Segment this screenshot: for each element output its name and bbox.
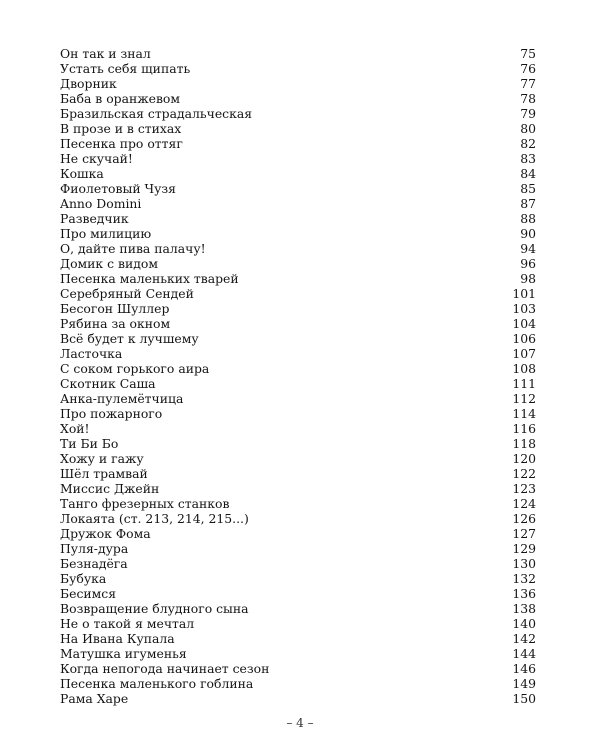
toc-entry-page: 150 [512,691,536,706]
toc-entry [60,481,536,496]
toc-entry-page: 77 [520,76,536,91]
toc-entry-page: 75 [520,46,536,61]
toc-entry-title: Ти Би Бо [60,436,119,451]
toc-entry-page: 101 [512,286,536,301]
toc-entry-page: 82 [520,136,536,151]
toc-entry-page: 83 [520,151,536,166]
toc-entry [60,676,536,691]
toc-entry [60,301,536,316]
toc-entry [60,211,536,226]
toc-entry-page: 79 [520,106,536,121]
toc-entry-page: 132 [512,571,536,586]
toc-entry-page: 127 [512,526,536,541]
toc-entry [60,406,536,421]
table-of-contents [60,46,536,706]
toc-entry-page: 108 [512,361,536,376]
toc-entry-page: 98 [520,271,536,286]
toc-entry [60,451,536,466]
toc-entry-title: Пуля-дура [60,541,129,556]
toc-entry-title: Не о такой я мечтал [60,616,195,631]
toc-entry-page: 146 [512,661,536,676]
toc-entry [60,241,536,256]
toc-entry-title: Бубука [60,571,107,586]
toc-entry-title: Песенка маленького гоблина [60,676,254,691]
page-number: – 4 – [286,716,314,730]
toc-entry [60,121,536,136]
toc-entry [60,196,536,211]
toc-entry-title: Песенка про оттяг [60,136,183,151]
toc-entry-page: 126 [512,511,536,526]
toc-entry-page: 78 [520,91,536,106]
toc-entry-title: С соком горького аира [60,361,210,376]
toc-entry [60,166,536,181]
toc-entry [60,601,536,616]
toc-entry [60,331,536,346]
toc-entry-title: Про пожарного [60,406,163,421]
toc-entry [60,271,536,286]
toc-entry [60,316,536,331]
toc-entry-title: О, дайте пива палачу! [60,241,206,256]
toc-entry-title: Анка-пулемётчица [60,391,184,406]
toc-entry [60,556,536,571]
toc-entry-title: Anno Domini [60,196,142,211]
toc-entry-page: 122 [512,466,536,481]
toc-entry-title: Бесогон Шуллер [60,301,170,316]
toc-entry-title: Бразильская страдальческая [60,106,253,121]
toc-entry-title: Баба в оранжевом [60,91,181,106]
toc-entry-page: 112 [512,391,536,406]
toc-entry-page: 85 [520,181,536,196]
toc-entry [60,511,536,526]
toc-entry-page: 76 [520,61,536,76]
toc-entry-page: 142 [512,631,536,646]
toc-entry [60,46,536,61]
toc-entry-title: Рябина за окном [60,316,171,331]
toc-entry [60,286,536,301]
toc-entry-title: Фиолетовый Чузя [60,181,176,196]
toc-entry-page: 144 [512,646,536,661]
toc-entry [60,586,536,601]
toc-entry-page: 80 [520,121,536,136]
toc-entry [60,421,536,436]
toc-entry-title: Возвращение блудного сына [60,601,249,616]
toc-entry-page: 87 [520,196,536,211]
toc-entry [60,226,536,241]
toc-entry [60,181,536,196]
toc-entry-page: 124 [512,496,536,511]
toc-entry-page: 103 [512,301,536,316]
toc-entry-title: Скотник Саша [60,376,156,391]
toc-entry-title: Про милицию [60,226,152,241]
toc-entry [60,151,536,166]
toc-entry-title: Матушка игуменья [60,646,187,661]
toc-entry-title: Рама Харе [60,691,129,706]
toc-entry-title: Он так и знал [60,46,151,61]
toc-entry-page: 130 [512,556,536,571]
toc-entry [60,376,536,391]
toc-entry [60,61,536,76]
toc-entry-page: 111 [512,376,536,391]
toc-entry-title: Серебряный Сендей [60,286,194,301]
toc-entry [60,571,536,586]
toc-entry [60,631,536,646]
toc-entry-page: 138 [512,601,536,616]
toc-entry-title: Разведчик [60,211,129,226]
toc-entry-title: Хой! [60,421,90,436]
toc-entry [60,646,536,661]
toc-entry [60,661,536,676]
toc-entry-title: Дворник [60,76,117,91]
toc-entry-title: Всё будет к лучшему [60,331,199,346]
toc-entry-title: Хожу и гажу [60,451,144,466]
toc-entry [60,256,536,271]
toc-entry-title: В прозе и в стихах [60,121,182,136]
toc-entry [60,106,536,121]
toc-entry-title: Ласточка [60,346,123,361]
toc-entry [60,466,536,481]
toc-entry-page: 118 [512,436,536,451]
toc-entry-title: Когда непогода начинает сезон [60,661,270,676]
toc-entry-title: Не скучай! [60,151,133,166]
toc-entry-page: 88 [520,211,536,226]
toc-entry-title: Танго фрезерных станков [60,496,230,511]
toc-entry-title: Локаята (ст. 213, 214, 215...) [60,511,249,526]
toc-entry-title: Бесимся [60,586,117,601]
toc-entry [60,136,536,151]
toc-entry-title: Домик с видом [60,256,158,271]
toc-entry-title: Безнадёга [60,556,128,571]
toc-entry [60,496,536,511]
toc-entry [60,361,536,376]
toc-entry [60,91,536,106]
toc-entry [60,391,536,406]
toc-entry-title: Дружок Фома [60,526,151,541]
toc-entry-page: 140 [512,616,536,631]
toc-entry-page: 149 [512,676,536,691]
toc-entry-page: 123 [512,481,536,496]
toc-entry-title: На Ивана Купала [60,631,175,646]
toc-entry-page: 120 [512,451,536,466]
toc-entry [60,526,536,541]
toc-entry-page: 96 [520,256,536,271]
toc-entry-title: Миссис Джейн [60,481,160,496]
toc-entry-title: Устать себя щипать [60,61,191,76]
toc-entry-page: 104 [512,316,536,331]
toc-entry-page: 90 [520,226,536,241]
toc-entry-page: 129 [512,541,536,556]
toc-entry [60,76,536,91]
toc-entry [60,436,536,451]
toc-entry-page: 84 [520,166,536,181]
toc-entry-page: 107 [512,346,536,361]
toc-entry-title: Песенка маленьких тварей [60,271,239,286]
toc-entry [60,691,536,706]
toc-entry-page: 114 [512,406,536,421]
toc-entry-title: Шёл трамвай [60,466,148,481]
toc-entry-page: 94 [520,241,536,256]
toc-entry-page: 136 [512,586,536,601]
toc-entry [60,616,536,631]
toc-entry [60,346,536,361]
toc-entry-page: 106 [512,331,536,346]
toc-entry-title: Кошка [60,166,104,181]
toc-entry-page: 116 [512,421,536,436]
toc-entry [60,541,536,556]
